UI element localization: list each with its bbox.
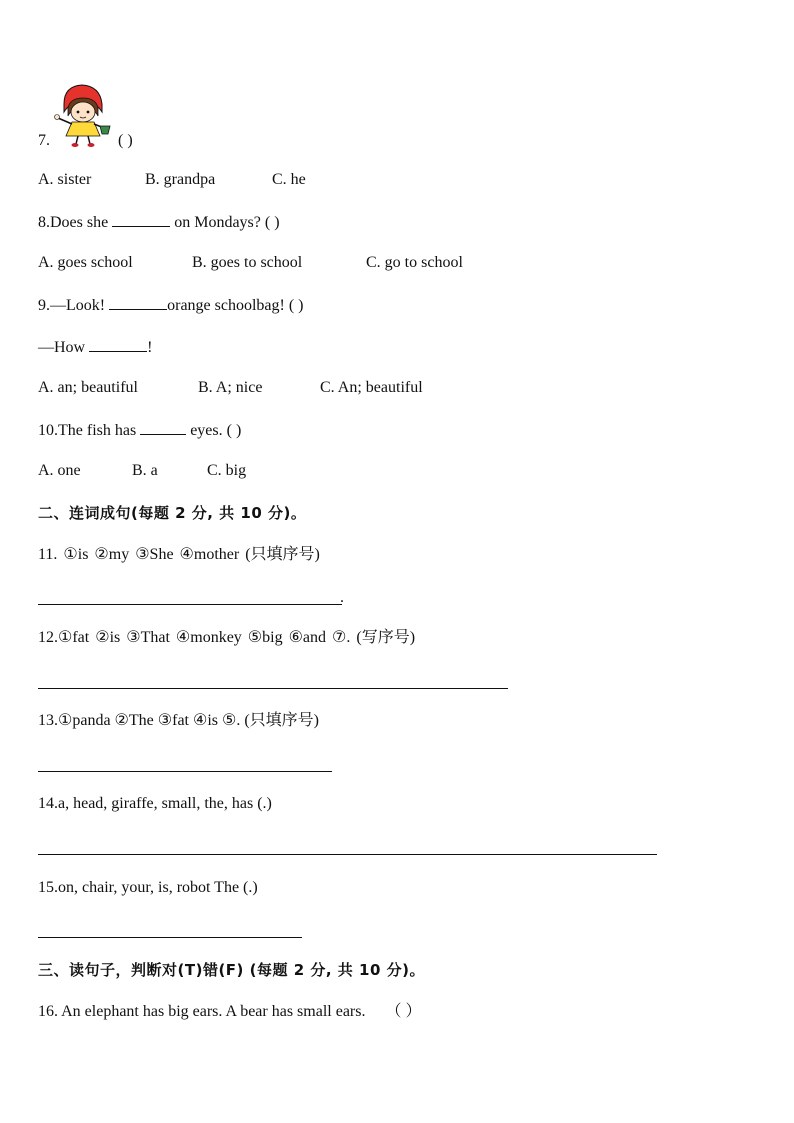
option-b: B. goes to school (192, 254, 303, 271)
question-9-line-2-start: —How (38, 339, 86, 356)
option-a: A. an; beautiful (38, 379, 138, 396)
question-8-options (38, 253, 463, 273)
option-a: A. one (38, 462, 81, 479)
answer-line[interactable] (38, 604, 342, 605)
answer-line-period: . (340, 589, 344, 606)
fill-blank[interactable] (112, 212, 170, 227)
question-9-stem-end: orange schoolbag! ( ) (167, 297, 304, 314)
fill-blank[interactable] (140, 420, 186, 435)
option-a: A. sister (38, 171, 92, 188)
question-13: 13.①panda ②The ③fat ④is ⑤. (只填序号) (38, 712, 320, 729)
question-16 (38, 1002, 421, 1022)
question-9 (38, 295, 304, 316)
answer-line[interactable] (38, 688, 508, 689)
question-7-options (38, 170, 306, 190)
section-3-heading: 三、读句子，判断对(T)错(F) (每题 2 分, 共 10 分)。 (38, 961, 425, 979)
fill-blank[interactable] (89, 337, 147, 352)
question-10-stem: 10.The fish has (38, 422, 137, 439)
question-8 (38, 212, 280, 233)
question-11: 11. ①is ②my ③She ④mother (只填序号) (38, 546, 320, 563)
question-10-stem-end: eyes. ( ) (190, 422, 242, 439)
answer-line[interactable] (38, 937, 302, 938)
fill-blank[interactable] (109, 295, 167, 310)
question-9-options (38, 378, 423, 398)
question-7-number: 7. (38, 132, 50, 149)
question-9-stem: 9.—Look! (38, 297, 106, 314)
question-7 (38, 131, 133, 151)
answer-line[interactable] (38, 771, 332, 772)
option-c: C. An; beautiful (320, 379, 423, 396)
option-c: C. big (207, 462, 247, 479)
section-2-heading: 二、连词成句(每题 2 分, 共 10 分)。 (38, 504, 307, 522)
option-b: B. A; nice (198, 379, 263, 396)
option-b: B. grandpa (145, 171, 216, 188)
question-8-stem: 8.Does she (38, 214, 109, 231)
question-7-answer-paren: ( ) (118, 132, 133, 149)
question-10 (38, 420, 241, 441)
question-9-line-2 (38, 337, 152, 358)
option-a: A. goes school (38, 254, 133, 271)
option-c: C. he (272, 171, 306, 188)
question-10-options (38, 461, 246, 481)
question-16-text: 16. An elephant has big ears. A bear has small ears. (38, 1003, 366, 1020)
question-12: 12.①fat ②is ③That ④monkey ⑤big ⑥and ⑦. (写序号) (38, 629, 416, 646)
question-16-answer-paren[interactable]: （ ） (385, 1003, 422, 1020)
option-b: B. a (132, 462, 158, 479)
question-14: 14.a, head, giraffe, small, the, has (.) (38, 795, 272, 812)
question-8-stem-end: on Mondays? ( ) (174, 214, 280, 231)
question-9-line-2-end: ! (147, 339, 153, 356)
answer-line[interactable] (38, 854, 657, 855)
option-c: C. go to school (366, 254, 463, 271)
question-15: 15.on, chair, your, is, robot The (.) (38, 879, 258, 896)
